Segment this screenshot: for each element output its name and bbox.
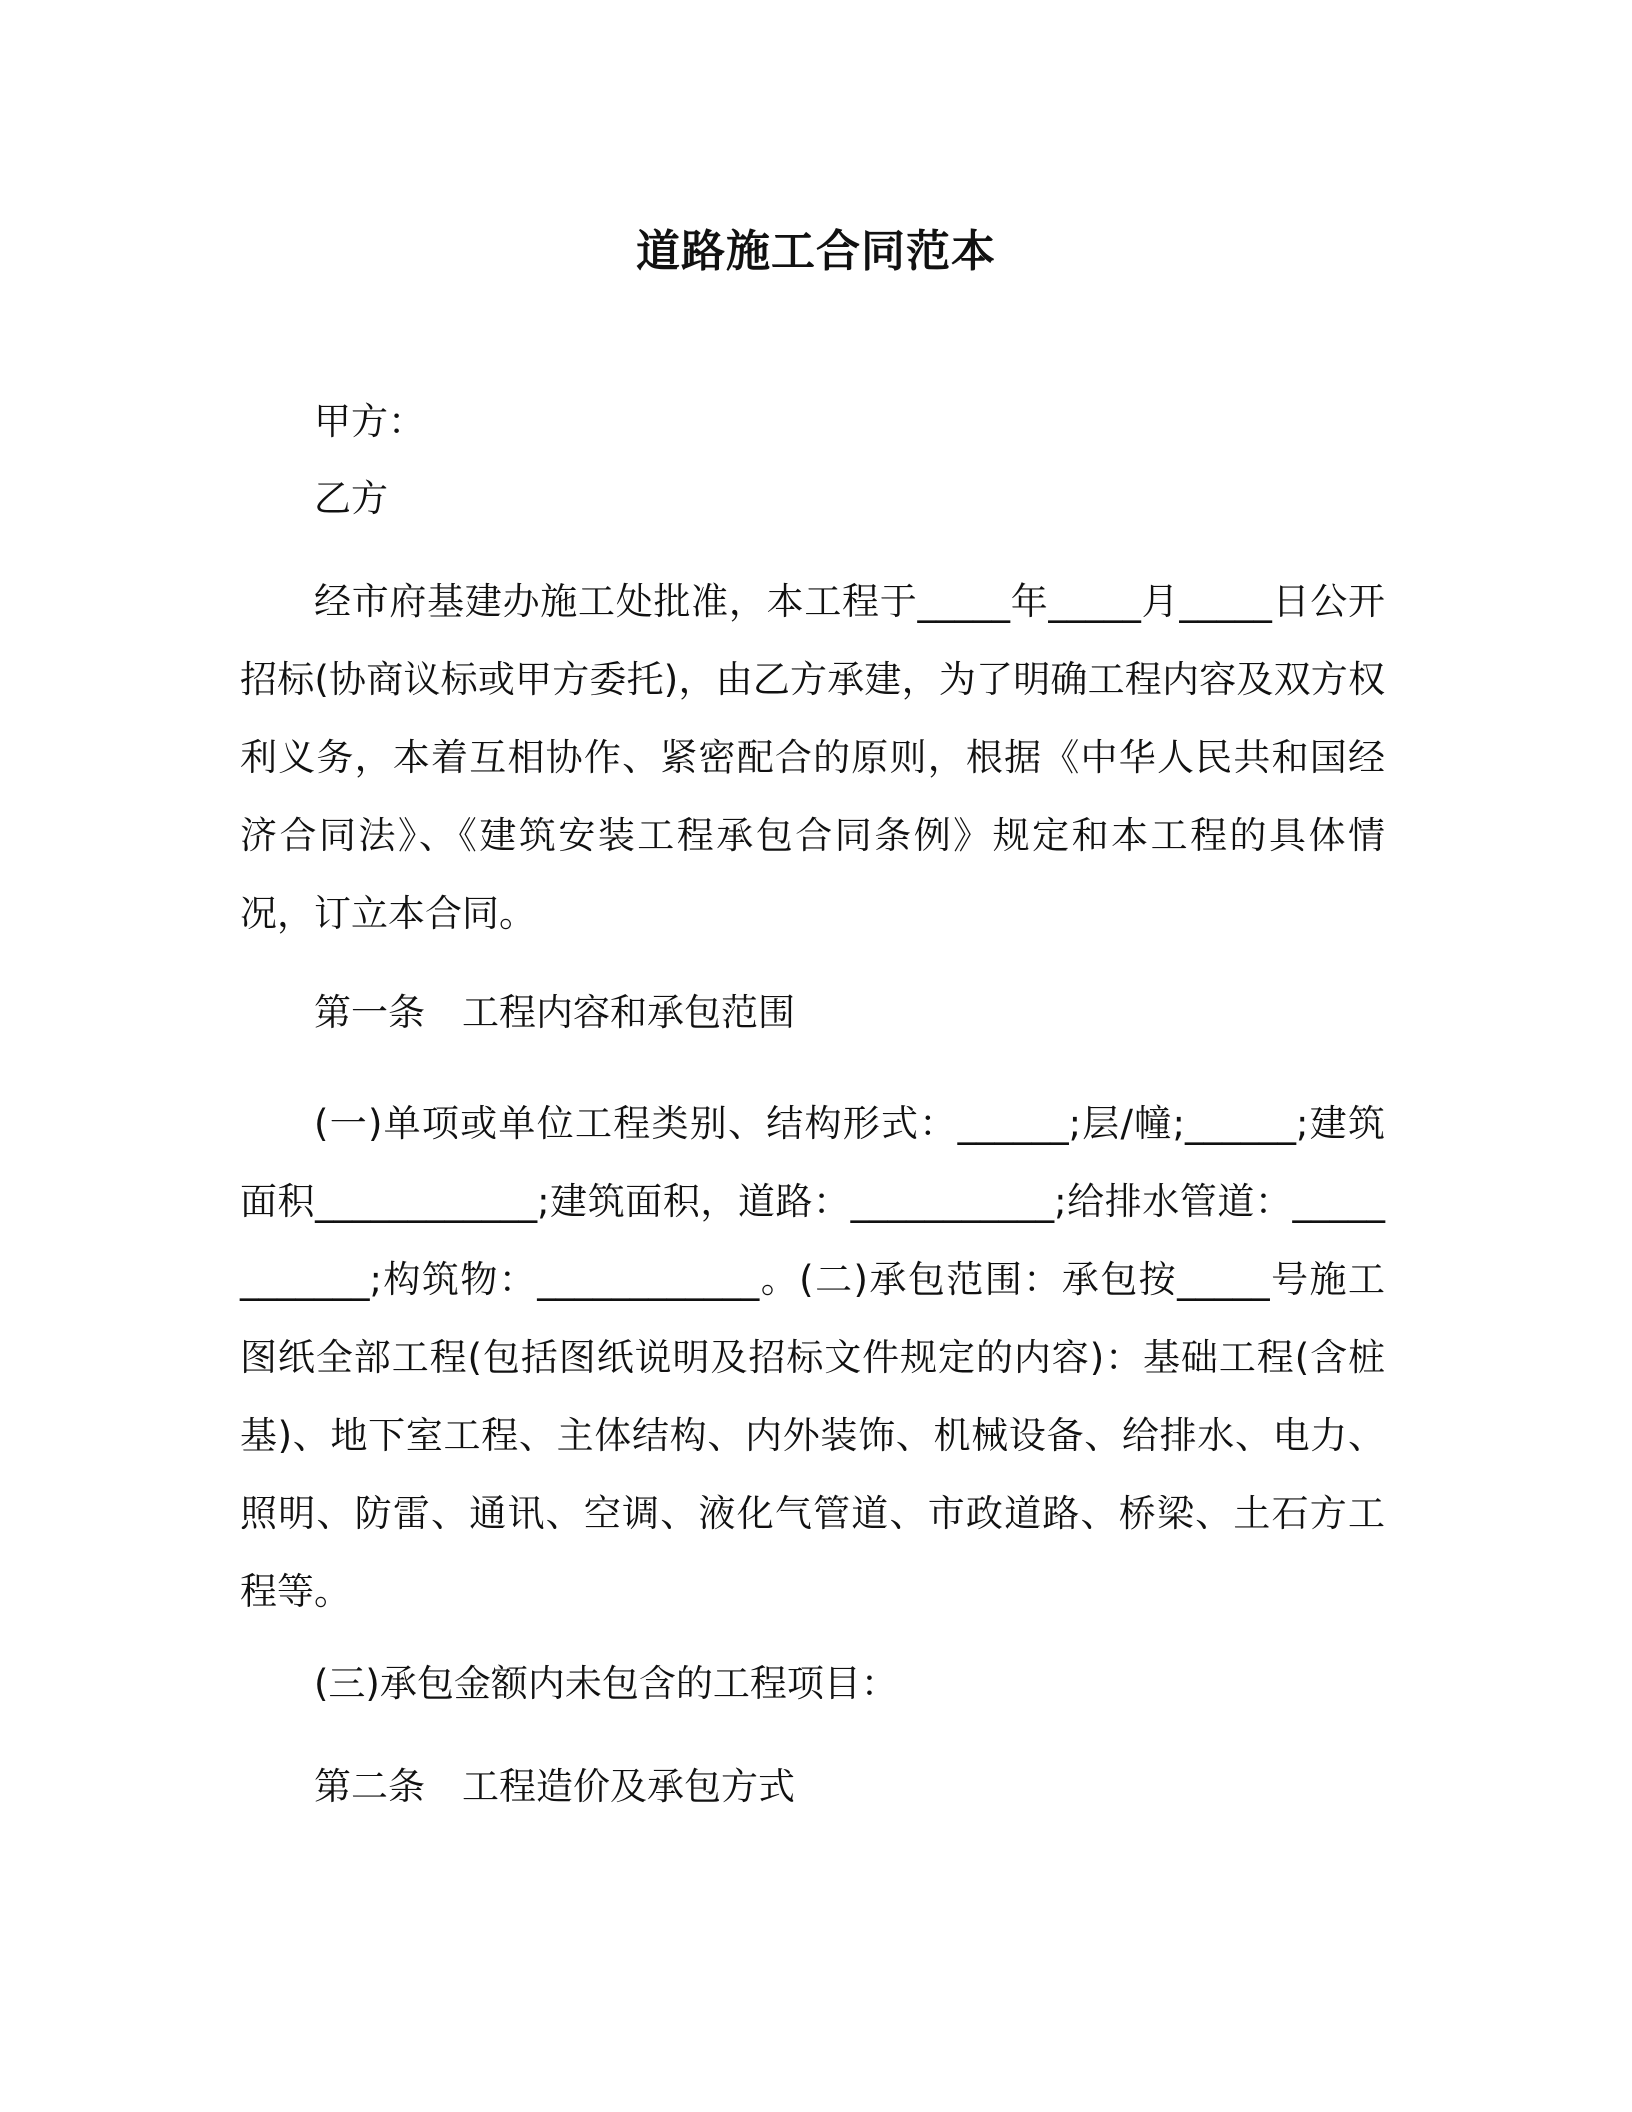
party-a-label: 甲方： [314,400,425,443]
intro-paragraph: 经市府基建办施工处批准，本工程于_____年_____月_____日公开招标(协商议标或甲方委托)，由乙方承建，为了明确工程内容及双方权利义务，本着互相协作、紧密配合的原则，根据《中华人民共和国经济合同法》、《建筑安装工程承包合同条例》规定和本工程的具体情况，订立本合同。 [240,580,1385,935]
article-1-item-3: (三)承包金额内未包含的工程项目： [314,1662,898,1705]
article-1-items-paragraph: (一)单项或单位工程类别、结构形式：______;层/幢;______;建筑面积____________;建筑面积，道路：___________;给排水管道：____________;构筑物：____________。(二)承包范围：承包按_____号施工图纸全部工程(包括图纸说明及招标文件规定的内容)：基础工程(含桩基)、地下室工程、主体结构、内外装饰、机械设备、给排水、电力、照明、防雷、通讯、空调、液化气管道、市政道路、桥梁、土石方工程等。 [240,1102,1385,1613]
document-title: 道路施工合同范本 [636,226,996,277]
article-2-heading: 第二条 工程造价及承包方式 [314,1765,795,1808]
party-b-label: 乙方 [314,477,388,520]
article-1-heading: 第一条 工程内容和承包范围 [314,991,795,1034]
